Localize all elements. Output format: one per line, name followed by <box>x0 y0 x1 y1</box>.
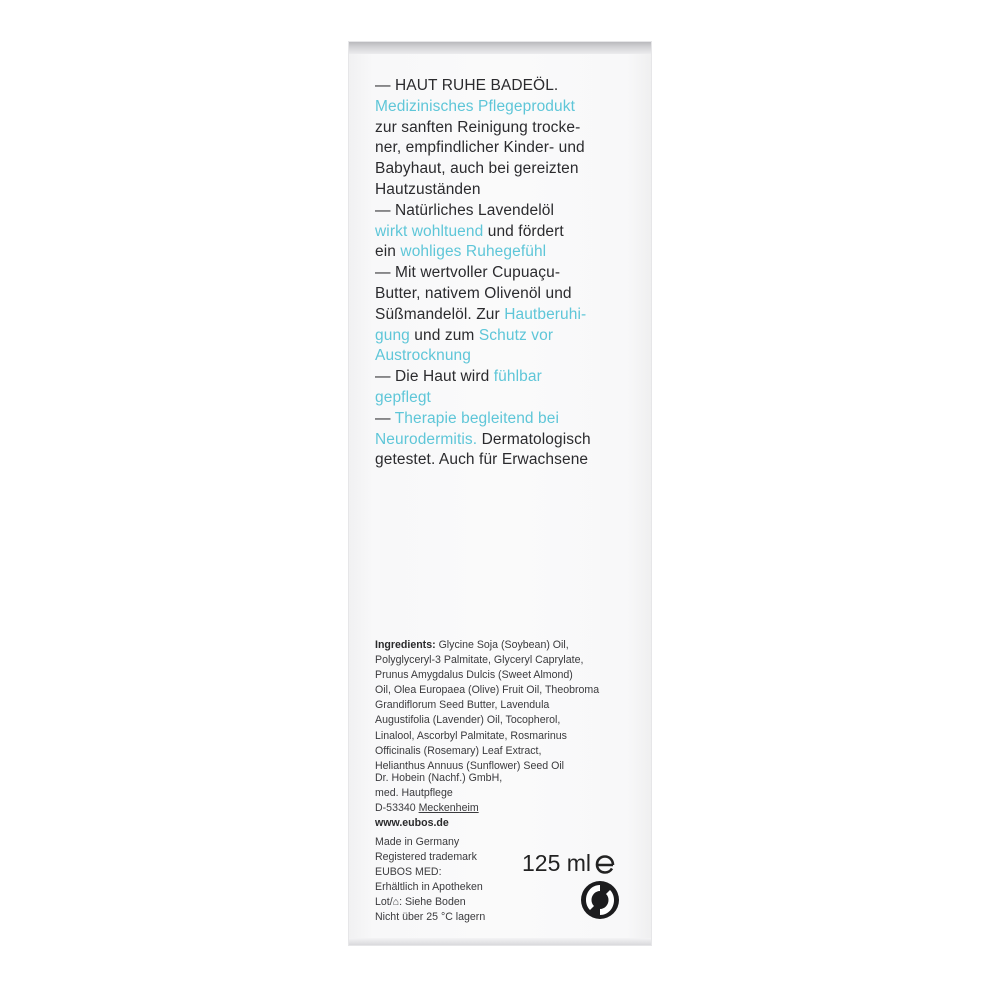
green-dot-recycling-icon <box>580 880 620 920</box>
manufacturing-info <box>375 835 485 926</box>
claim-highlight: gepflegt <box>375 388 431 406</box>
ingredients-label: Ingredients: <box>375 639 436 651</box>
company-name: Dr. Hobein (Nachf.) GmbH, <box>375 772 503 784</box>
ingredients-text: Prunus Amygdalus Dulcis (Sweet Almond) <box>375 669 573 682</box>
claim-line <box>375 76 645 97</box>
claim-text: und zum <box>409 326 479 344</box>
claim-text: — Natürliches Lavendelöl <box>375 201 555 219</box>
claim-line <box>375 263 645 284</box>
made-info-line: Lot/⌂: Siehe Boden <box>375 896 466 909</box>
claim-highlight: fühlbar <box>493 368 542 386</box>
claim-highlight: gung <box>375 326 410 344</box>
claim-highlight: Neurodermitis. <box>375 430 478 448</box>
ingredients-text: Linalool, Ascorbyl Palmitate, Rosmarinus <box>375 729 567 742</box>
company-postal: D-53340 <box>375 802 419 815</box>
product-claims <box>375 76 645 471</box>
made-info-line: Nicht über 25 °C lagern <box>375 911 486 924</box>
made-info-line: Made in Germany <box>375 836 460 848</box>
ingredients-text: Augustifolia (Lavender) Oil, Tocopherol, <box>375 714 561 727</box>
claim-line <box>375 180 645 201</box>
volume-text: 125 ml <box>522 850 592 876</box>
claim-text: Butter, nativem Olivenöl und <box>375 284 572 302</box>
claim-text: — Die Haut wird <box>375 368 494 386</box>
claim-text: ner, empfindlicher Kinder- und <box>375 139 585 157</box>
claim-text: Hautzuständen <box>375 180 481 198</box>
claim-line <box>375 326 645 347</box>
ingredients-list <box>375 638 645 774</box>
claim-highlight: wirkt wohltuend <box>375 222 484 240</box>
company-address <box>375 771 502 831</box>
box-top-flap <box>349 42 651 54</box>
claim-text: getestet. Auch für Erwachsene <box>375 451 589 469</box>
claim-line <box>375 450 645 471</box>
claim-highlight: Austrocknung <box>375 347 471 365</box>
claim-line <box>375 201 645 222</box>
box-bottom-edge <box>349 938 651 945</box>
ingredients-line <box>375 744 645 759</box>
ingredients-line <box>375 683 645 698</box>
ingredients-line <box>375 638 645 653</box>
claim-line <box>375 118 645 139</box>
ingredients-text: Helianthus Annuus (Sunflower) Seed Oil <box>375 759 565 772</box>
claim-highlight: Therapie begleitend bei <box>394 409 560 427</box>
ingredients-text: Polyglyceryl-3 Palmitate, Glyceryl Caprylate, <box>375 654 584 667</box>
claim-text: — HAUT RUHE BADEÖL. <box>375 77 559 94</box>
claim-line <box>375 97 645 118</box>
claim-text: — Mit wertvoller Cupuaçu- <box>375 264 561 282</box>
claim-line <box>375 430 645 451</box>
made-info-line: Erhältlich in Apotheken <box>375 881 483 894</box>
claim-text: — <box>375 409 395 427</box>
claim-line <box>375 159 645 180</box>
claim-line <box>375 305 645 326</box>
website-link[interactable]: www.eubos.de <box>375 817 449 830</box>
claim-line <box>375 409 645 430</box>
volume-label <box>522 850 617 877</box>
estimated-e-icon <box>593 852 617 876</box>
claim-text: Babyhaut, auch bei gereizten <box>375 160 579 178</box>
claim-highlight: Medizinisches Pflegeprodukt <box>375 97 575 115</box>
claim-line <box>375 222 645 243</box>
ingredients-text: Grandiflorum Seed Butter, Lavendula <box>375 699 550 712</box>
claim-highlight: wohliges Ruhegefühl <box>400 243 547 261</box>
claim-text: Süßmandelöl. Zur <box>375 305 505 323</box>
ingredients-line <box>375 713 645 728</box>
claim-line <box>375 138 645 159</box>
claim-text: Dermatologisch <box>477 430 591 448</box>
ingredients-text: Glycine Soja (Soybean) Oil, <box>435 639 569 651</box>
ingredients-line <box>375 698 645 713</box>
claim-line <box>375 242 645 263</box>
claim-line <box>375 388 645 409</box>
claim-line <box>375 346 645 367</box>
ingredients-text: Oil, Olea Europaea (Olive) Fruit Oil, Theobroma <box>375 684 600 697</box>
ingredients-text: Officinalis (Rosemary) Leaf Extract, <box>375 744 542 757</box>
company-location <box>375 801 502 816</box>
company-city: Meckenheim <box>418 802 479 815</box>
made-info-line: Registered trademark <box>375 851 477 864</box>
claim-highlight: Schutz vor <box>478 326 554 344</box>
claim-text: zur sanften Reinigung trocke- <box>375 118 581 136</box>
claim-highlight: Hautberuhi- <box>504 305 587 323</box>
company-line2: med. Hautpflege <box>375 787 453 800</box>
claim-line <box>375 284 645 305</box>
claim-line <box>375 367 645 388</box>
claim-text: und fördert <box>483 222 564 240</box>
ingredients-line <box>375 729 645 744</box>
ingredients-line <box>375 668 645 683</box>
made-info-line: EUBOS MED: <box>375 866 442 879</box>
ingredients-line <box>375 653 645 668</box>
claim-text: ein <box>375 243 401 261</box>
